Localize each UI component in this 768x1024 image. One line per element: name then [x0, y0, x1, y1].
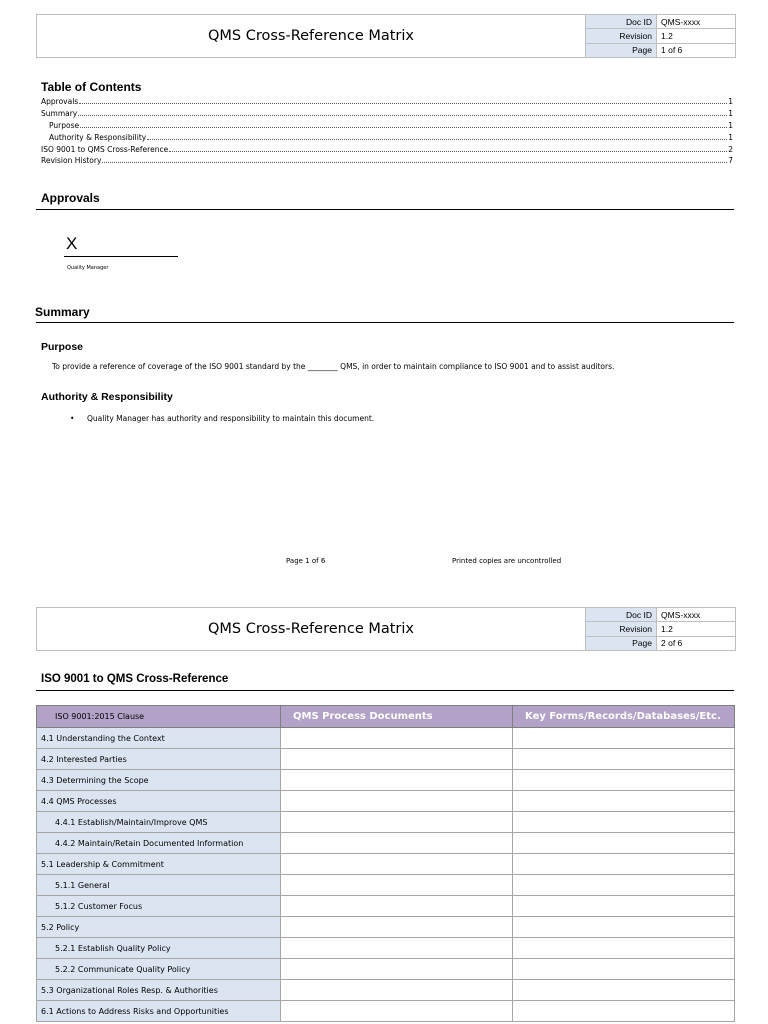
- table-row: [37, 833, 735, 854]
- page1-header: [36, 14, 736, 58]
- clause-cell: 5.1 Leadership & Commitment: [37, 854, 281, 875]
- table-row: [37, 938, 735, 959]
- table-row: [37, 875, 735, 896]
- toc-entry-label: Revision History: [41, 156, 102, 166]
- authority-heading: Authority & Responsibility: [41, 391, 173, 403]
- page2-header: [36, 607, 736, 651]
- process-docs-cell[interactable]: [281, 917, 513, 938]
- crossref-heading: ISO 9001 to QMS Cross-Reference: [41, 673, 229, 685]
- toc-entry-page: 1: [728, 97, 733, 107]
- clause-cell: 5.2.2 Communicate Quality Policy: [37, 959, 281, 980]
- process-docs-cell[interactable]: [281, 791, 513, 812]
- key-forms-cell[interactable]: [513, 917, 735, 938]
- toc-entry-page: 7: [728, 156, 733, 166]
- table-row: [37, 770, 735, 791]
- toc-leader-dots: [169, 151, 727, 152]
- table-row: [37, 791, 735, 812]
- doc-id-label: Doc ID: [586, 608, 657, 622]
- clause-cell: 4.4 QMS Processes: [37, 791, 281, 812]
- toc-entry-label: Approvals: [41, 97, 79, 107]
- revision-value: 1.2: [657, 29, 736, 43]
- key-forms-cell[interactable]: [513, 749, 735, 770]
- process-docs-cell[interactable]: [281, 812, 513, 833]
- crossref-matrix-table: [36, 705, 735, 1022]
- table-row: [37, 959, 735, 980]
- toc-entry-page: 1: [728, 109, 733, 119]
- clause-cell: 5.1.1 General: [37, 875, 281, 896]
- process-docs-cell[interactable]: [281, 938, 513, 959]
- signature-x-mark[interactable]: X: [66, 234, 78, 253]
- key-forms-cell[interactable]: [513, 896, 735, 917]
- authority-bullet-text: Quality Manager has authority and responsibility to maintain this document.: [87, 414, 375, 423]
- toc-entry-label: Purpose: [49, 120, 80, 130]
- process-docs-cell[interactable]: [281, 896, 513, 917]
- toc-leader-dots: [79, 103, 727, 104]
- clause-cell: 4.3 Determining the Scope: [37, 770, 281, 791]
- key-forms-cell[interactable]: [513, 938, 735, 959]
- table-row: [37, 854, 735, 875]
- key-forms-cell[interactable]: [513, 833, 735, 854]
- doc-id-value: QMS-xxxx: [657, 608, 736, 622]
- process-docs-cell[interactable]: [281, 980, 513, 1001]
- clause-cell: 5.2.1 Establish Quality Policy: [37, 938, 281, 959]
- toc-leader-dots: [78, 115, 727, 116]
- document-title: QMS Cross-Reference Matrix: [208, 621, 414, 637]
- toc-leader-dots: [102, 162, 727, 163]
- column-header-process-docs: QMS Process Documents: [281, 706, 513, 728]
- revision-label: Revision: [586, 29, 657, 43]
- doc-id-label: Doc ID: [586, 15, 657, 29]
- key-forms-cell[interactable]: [513, 980, 735, 1001]
- toc-entry-summary[interactable]: [41, 108, 733, 120]
- summary-heading: Summary: [35, 305, 90, 319]
- key-forms-cell[interactable]: [513, 812, 735, 833]
- toc-entry-purpose[interactable]: [41, 120, 733, 132]
- process-docs-cell[interactable]: [281, 854, 513, 875]
- key-forms-cell[interactable]: [513, 959, 735, 980]
- page-label: Page: [586, 636, 657, 650]
- revision-value: 1.2: [657, 622, 736, 636]
- table-row: [37, 728, 735, 749]
- footer-uncontrolled-notice: Printed copies are uncontrolled: [452, 557, 562, 565]
- signature-line[interactable]: [64, 256, 178, 257]
- table-row: [37, 917, 735, 938]
- key-forms-cell[interactable]: [513, 770, 735, 791]
- toc-entry-label: Summary: [41, 109, 78, 119]
- section-divider: [36, 209, 734, 210]
- page-value: 2 of 6: [657, 636, 736, 650]
- toc-leader-dots: [147, 139, 727, 140]
- table-row: [37, 980, 735, 1001]
- table-of-contents: [41, 96, 733, 167]
- toc-entry-crossref[interactable]: [41, 143, 733, 155]
- approvals-heading: Approvals: [41, 191, 100, 205]
- key-forms-cell[interactable]: [513, 791, 735, 812]
- process-docs-cell[interactable]: [281, 875, 513, 896]
- toc-entry-authority[interactable]: [41, 131, 733, 143]
- key-forms-cell[interactable]: [513, 854, 735, 875]
- process-docs-cell[interactable]: [281, 749, 513, 770]
- toc-entry-page: 1: [728, 132, 733, 142]
- toc-entry-approvals[interactable]: [41, 96, 733, 108]
- key-forms-cell[interactable]: [513, 728, 735, 749]
- clause-cell: 4.2 Interested Parties: [37, 749, 281, 770]
- process-docs-cell[interactable]: [281, 833, 513, 854]
- page-label: Page: [586, 43, 657, 57]
- section-divider: [36, 322, 734, 323]
- revision-label: Revision: [586, 622, 657, 636]
- table-row: [37, 812, 735, 833]
- toc-heading: Table of Contents: [41, 80, 142, 94]
- key-forms-cell[interactable]: [513, 875, 735, 896]
- table-row: [37, 896, 735, 917]
- clause-cell: 6.1 Actions to Address Risks and Opportunities: [37, 1001, 281, 1022]
- process-docs-cell[interactable]: [281, 728, 513, 749]
- toc-entry-page: 2: [728, 144, 733, 154]
- document-meta-table: [585, 15, 735, 57]
- section-divider: [36, 690, 734, 691]
- toc-leader-dots: [80, 127, 727, 128]
- column-header-key-forms: Key Forms/Records/Databases/Etc.: [513, 706, 735, 728]
- bullet-icon: •: [70, 414, 75, 423]
- clause-cell: 5.2 Policy: [37, 917, 281, 938]
- toc-entry-label: Authority & Responsibility: [49, 132, 147, 142]
- column-header-clause: ISO 9001:2015 Clause: [37, 706, 281, 728]
- doc-id-value: QMS-xxxx: [657, 15, 736, 29]
- table-row: [37, 749, 735, 770]
- clause-cell: 4.4.2 Maintain/Retain Documented Information: [37, 833, 281, 854]
- signer-title: Quality Manager: [67, 265, 109, 271]
- toc-entry-label: ISO 9001 to QMS Cross-Reference: [41, 144, 169, 154]
- process-docs-cell[interactable]: [281, 959, 513, 980]
- document-title: QMS Cross-Reference Matrix: [208, 28, 414, 44]
- process-docs-cell[interactable]: [281, 1001, 513, 1022]
- clause-cell: 4.1 Understanding the Context: [37, 728, 281, 749]
- toc-entry-revision-history[interactable]: [41, 155, 733, 167]
- clause-cell: 5.3 Organizational Roles Resp. & Authorities: [37, 980, 281, 1001]
- toc-entry-page: 1: [728, 120, 733, 130]
- document-meta-table: [585, 608, 735, 650]
- purpose-text: To provide a reference of coverage of the ISO 9001 standard by the ________ QMS, in order to maintain compliance to ISO 9001 and to assist auditors.: [52, 362, 615, 371]
- footer-page-number: Page 1 of 6: [286, 557, 326, 565]
- table-row: [37, 1001, 735, 1022]
- key-forms-cell[interactable]: [513, 1001, 735, 1022]
- clause-cell: 5.1.2 Customer Focus: [37, 896, 281, 917]
- purpose-heading: Purpose: [41, 341, 84, 353]
- clause-cell: 4.4.1 Establish/Maintain/Improve QMS: [37, 812, 281, 833]
- process-docs-cell[interactable]: [281, 770, 513, 791]
- page-value: 1 of 6: [657, 43, 736, 57]
